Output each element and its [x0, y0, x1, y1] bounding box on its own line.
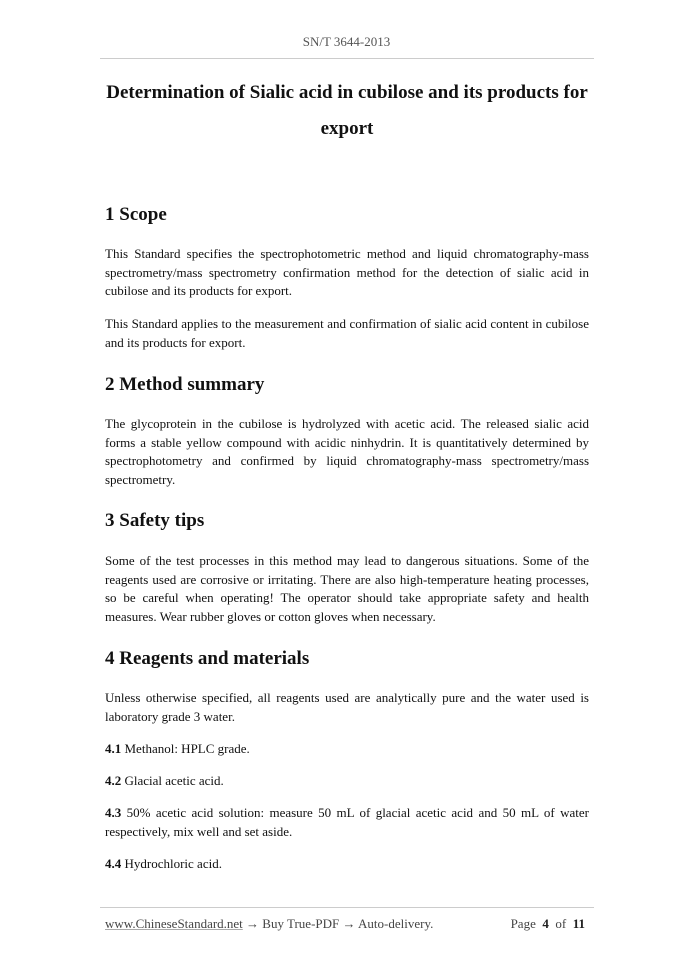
page-label: Page — [510, 916, 536, 931]
document-title: Determination of Sialic acid in cubilose and its products for export — [106, 82, 588, 139]
footer-divider — [100, 907, 594, 908]
buy-text: Buy True-PDF — [262, 916, 340, 931]
item-text: Methanol: HPLC grade. — [124, 741, 250, 756]
item-number: 4.1 — [105, 741, 122, 756]
list-item — [105, 740, 589, 759]
arrow-right-icon: → — [246, 916, 260, 931]
paragraph: Unless otherwise specified, all reagents used are analytically pure and the water used is laboratory grade 3 water. — [105, 690, 589, 724]
item-number: 4.2 — [105, 773, 122, 788]
paragraph: This Standard applies to the measurement and confirmation of sialic acid content in cubilose and its products for export. — [105, 316, 589, 350]
section-heading-method-summary: 2 Method summary — [105, 374, 265, 395]
paragraph: The glycoprotein in the cubilose is hydrolyzed with acetic acid. The released sialic acid forms a stable yellow compound with acidic ninhydrin. It is quantitatively determined by spectrophotometry and confirmed by liquid chromatography-mass spectrometry/mass spectrometry. — [105, 416, 589, 488]
of-label: of — [555, 916, 567, 931]
header-divider — [100, 58, 594, 59]
list-item — [105, 855, 589, 874]
item-text: Glacial acetic acid. — [124, 773, 224, 788]
arrow-right-icon: → — [342, 916, 356, 931]
section-heading-reagents: 4 Reagents and materials — [105, 648, 310, 669]
current-page: 4 — [542, 916, 549, 931]
total-pages: 11 — [572, 916, 585, 931]
paragraph: Some of the test processes in this method may lead to dangerous situations. Some of the reagents used are corrosive or irritating. There are also high-temperature heating processes, so be careful when operating! The operator should take appropriate safety and health measures. Wear rubber gloves or cotton gloves when necessary. — [105, 553, 589, 625]
page-indicator — [511, 916, 585, 932]
delivery-text: Auto-delivery. — [358, 916, 434, 931]
list-item — [105, 804, 589, 841]
paragraph: This Standard specifies the spectrophotometric method and liquid chromatography-mass spectrometry/mass spectrometry confirmation method for the detection of sialic acid in cubilose and its products for export. — [105, 246, 589, 299]
section-heading-safety-tips: 3 Safety tips — [105, 510, 205, 531]
item-number: 4.4 — [105, 856, 122, 871]
item-text: Hydrochloric acid. — [124, 856, 222, 871]
list-item — [105, 772, 589, 791]
website-link[interactable]: www.ChineseStandard.net — [105, 916, 243, 931]
section-heading-scope: 1 Scope — [105, 204, 167, 225]
item-text: 50% acetic acid solution: measure 50 mL of glacial acetic acid and 50 mL of water respectively, mix well and set aside. — [105, 805, 590, 839]
header-standard-number: SN/T 3644-2013 — [302, 34, 391, 49]
item-number: 4.3 — [105, 805, 122, 820]
footer-promo — [105, 916, 433, 932]
